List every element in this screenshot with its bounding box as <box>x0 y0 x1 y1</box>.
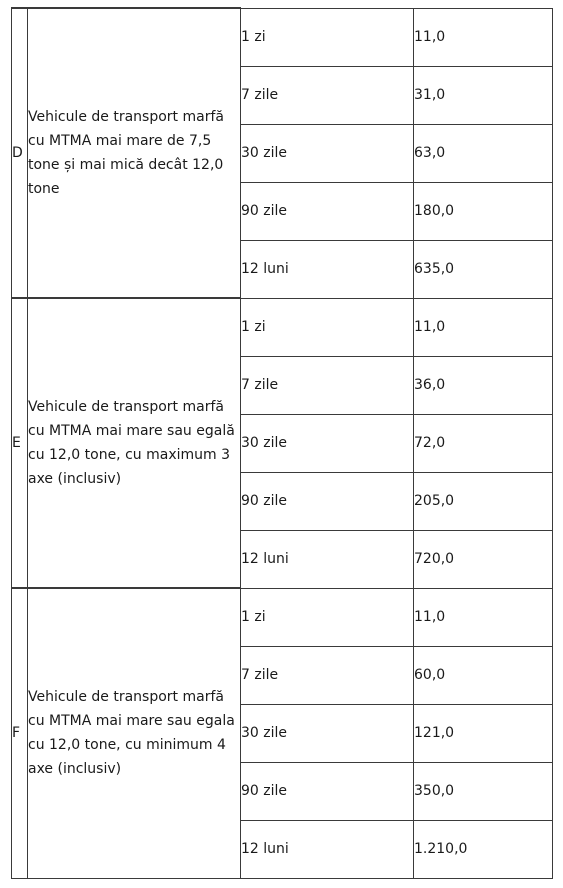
duration-cell: 90 zile <box>241 762 414 820</box>
vignette-price-table <box>11 7 553 879</box>
category-cell: F <box>12 588 28 878</box>
category-cell: D <box>12 8 28 298</box>
price-cell: 635,0 <box>414 240 553 298</box>
duration-cell: 30 zile <box>241 414 414 472</box>
price-cell: 720,0 <box>414 530 553 588</box>
price-cell: 11,0 <box>414 588 553 646</box>
duration-cell: 7 zile <box>241 66 414 124</box>
price-cell: 31,0 <box>414 66 553 124</box>
price-cell: 11,0 <box>414 298 553 356</box>
price-cell: 205,0 <box>414 472 553 530</box>
price-cell: 1.210,0 <box>414 820 553 878</box>
category-cell: E <box>12 298 28 588</box>
duration-cell: 30 zile <box>241 124 414 182</box>
vehicle-description-cell: Vehicule de transport marfă cu MTMA mai mare de 7,5 tone și mai mică decât 12,0 tone <box>28 8 241 298</box>
duration-cell: 7 zile <box>241 356 414 414</box>
price-cell: 11,0 <box>414 8 553 66</box>
duration-cell: 12 luni <box>241 240 414 298</box>
duration-cell: 1 zi <box>241 298 414 356</box>
price-cell: 350,0 <box>414 762 553 820</box>
price-cell: 180,0 <box>414 182 553 240</box>
table-row <box>12 8 553 66</box>
vehicle-description-cell: Vehicule de transport marfă cu MTMA mai mare sau egală cu 12,0 tone, cu maximum 3 axe (inclusiv) <box>28 298 241 588</box>
duration-cell: 30 zile <box>241 704 414 762</box>
duration-cell: 1 zi <box>241 8 414 66</box>
price-cell: 60,0 <box>414 646 553 704</box>
duration-cell: 1 zi <box>241 588 414 646</box>
table-row <box>12 298 553 356</box>
vehicle-description-cell: Vehicule de transport marfă cu MTMA mai mare sau egala cu 12,0 tone, cu minimum 4 axe (inclusiv) <box>28 588 241 878</box>
duration-cell: 7 zile <box>241 646 414 704</box>
duration-cell: 12 luni <box>241 820 414 878</box>
duration-cell: 90 zile <box>241 182 414 240</box>
duration-cell: 90 zile <box>241 472 414 530</box>
price-cell: 72,0 <box>414 414 553 472</box>
price-cell: 36,0 <box>414 356 553 414</box>
table-row <box>12 588 553 646</box>
duration-cell: 12 luni <box>241 530 414 588</box>
price-cell: 63,0 <box>414 124 553 182</box>
price-cell: 121,0 <box>414 704 553 762</box>
